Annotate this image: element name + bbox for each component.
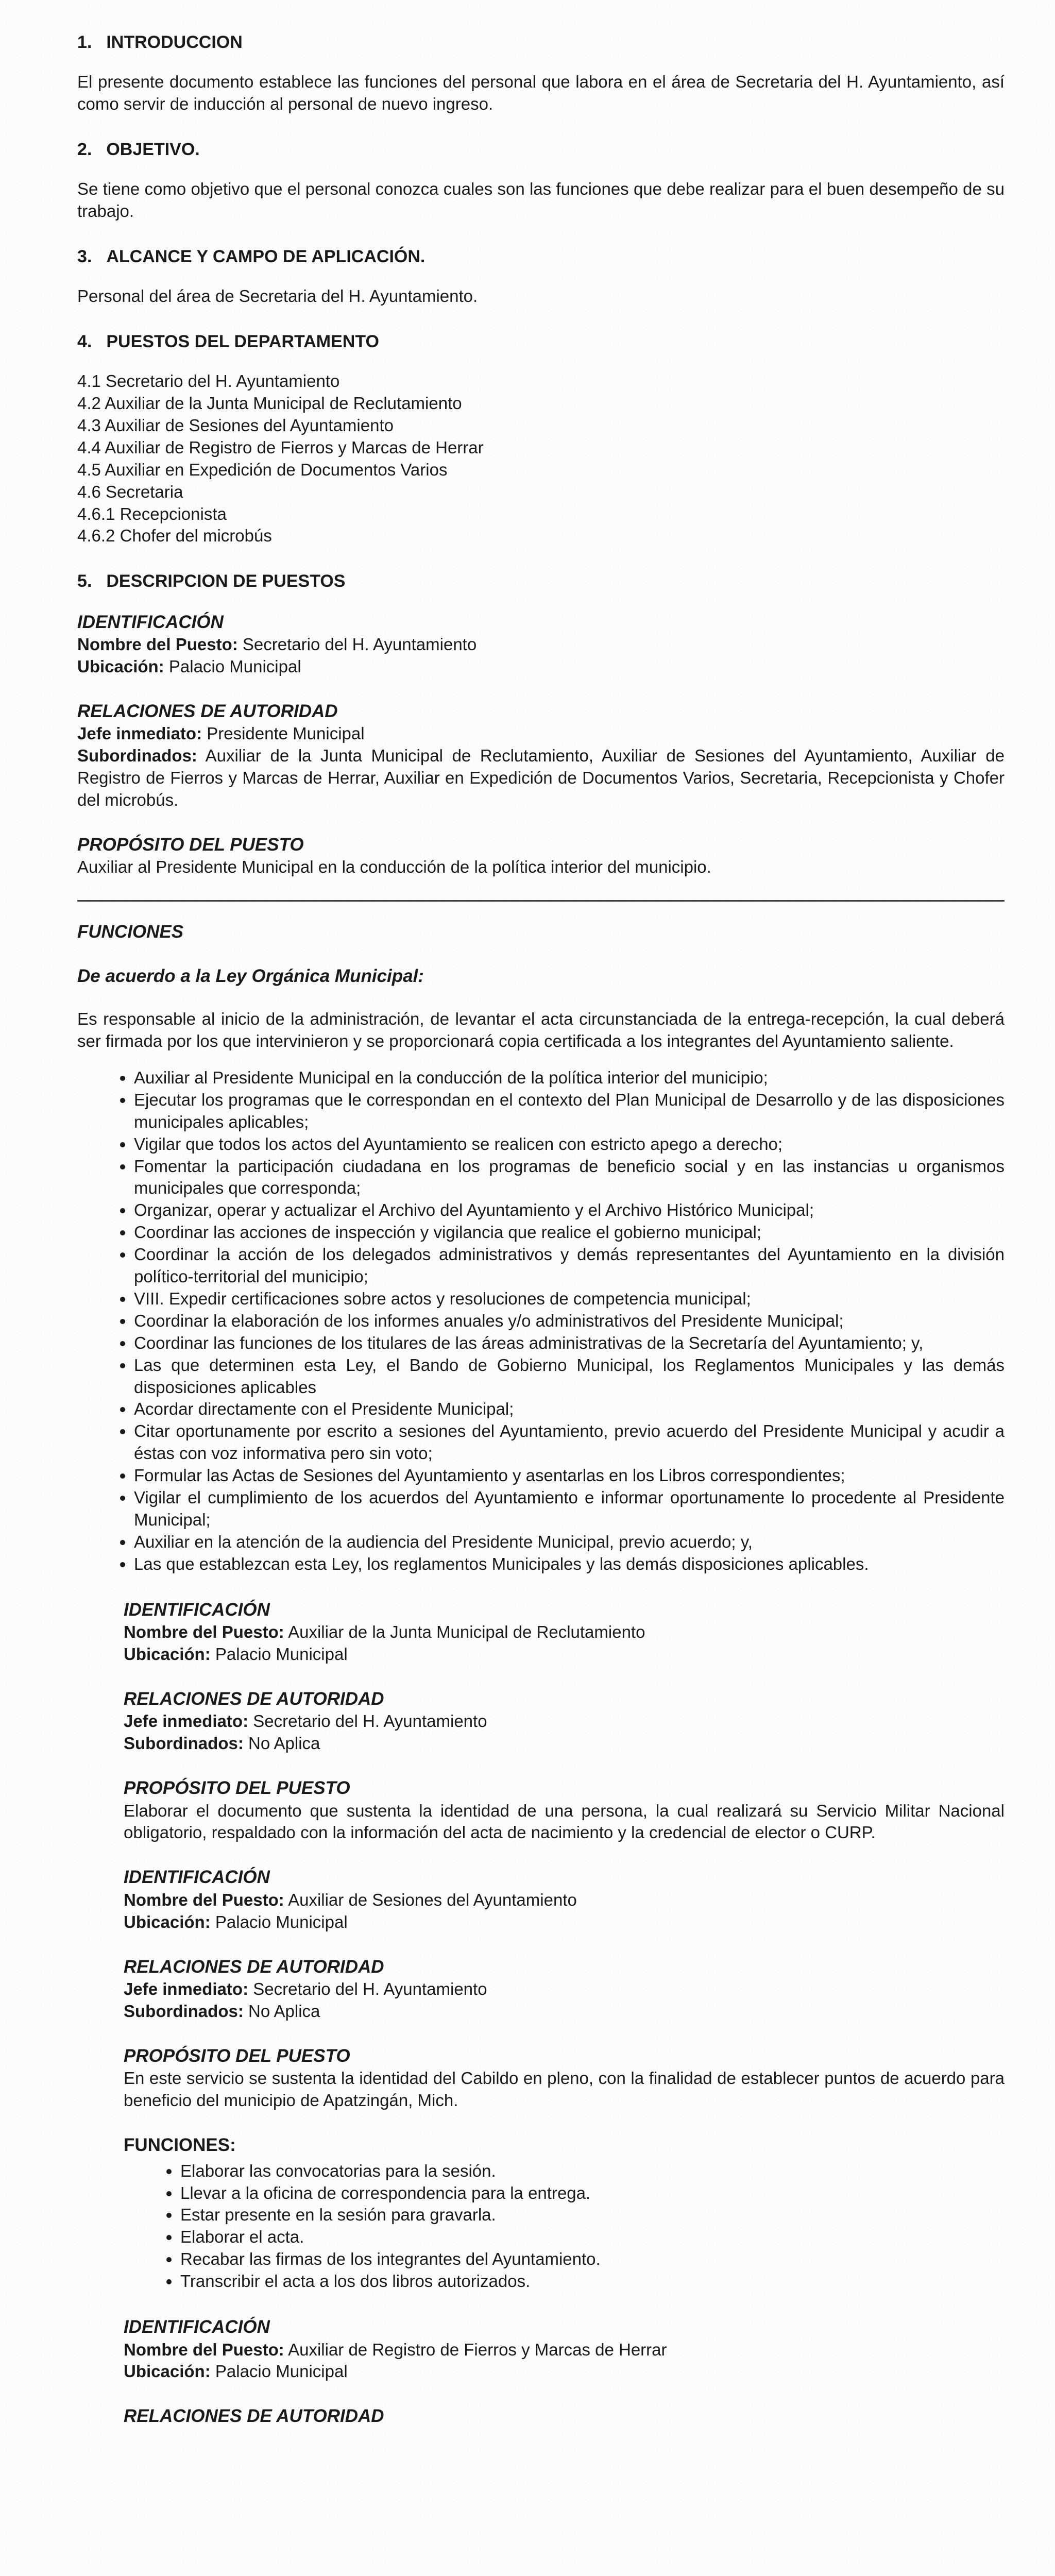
subordinados-field: Subordinados: No Aplica <box>124 1734 320 1753</box>
funciones-heading: FUNCIONES: <box>124 2135 236 2156</box>
section-3-heading: 3. ALCANCE Y CAMPO DE APLICACIÓN. <box>77 246 426 266</box>
puesto-1-identificacion <box>77 611 1005 678</box>
proposito-text: Auxiliar al Presidente Municipal en la conducción de la política interior del municipio. <box>77 857 711 877</box>
section-5-heading: 5. DESCRIPCION DE PUESTOS <box>77 571 346 591</box>
relaciones-heading: RELACIONES DE AUTORIDAD <box>124 1956 384 1977</box>
identificacion-heading: IDENTIFICACIÓN <box>124 2317 270 2337</box>
puesto-3-relaciones <box>124 1955 1005 2023</box>
ubicacion-field: Ubicación: Palacio Municipal <box>124 1912 348 1931</box>
puesto-2-relaciones <box>124 1687 1005 1755</box>
proposito-heading: PROPÓSITO DEL PUESTO <box>124 2045 350 2066</box>
funcion-item: • Vigilar que todos los actos del Ayuntamiento se realicen con estricto apego a derecho; <box>134 1133 1005 1156</box>
page-1-content <box>77 31 1005 2428</box>
proposito-text: Elaborar el documento que sustenta la identidad de una persona, la cual realizará su Servicio Militar Nacional obligatorio, respaldado con la información del acta de nacimiento y la credencial de elector o CURP. <box>124 1801 1005 1842</box>
section-3-text: Personal del área de Secretaria del H. Ayuntamiento. <box>77 286 478 306</box>
puesto-2-identificacion <box>124 1598 1005 1666</box>
jefe-inmediato-field: Jefe inmediato: Secretario del H. Ayuntamiento <box>124 1979 487 1999</box>
subordinados-field: Subordinados: No Aplica <box>124 2002 320 2021</box>
puesto-3-proposito <box>124 2044 1005 2112</box>
funcion-item: • Estar presente en la sesión para gravarla. <box>180 2204 1005 2226</box>
puesto-list-item: 4.6.2 Chofer del microbús <box>77 526 272 546</box>
puesto-list-item: 4.4 Auxiliar de Registro de Fierros y Marcas de Herrar <box>77 437 484 457</box>
proposito-heading: PROPÓSITO DEL PUESTO <box>124 1778 350 1799</box>
funcion-item: • Coordinar las funciones de los titulares de las áreas administrativas de la Secretaría del Ayuntamiento; y, <box>134 1332 1005 1354</box>
section-2-heading: 2. OBJETIVO. <box>77 139 200 159</box>
puesto-list-item: 4.5 Auxiliar en Expedición de Documentos Varios <box>77 460 448 479</box>
entrega-recepcion-text: Es responsable al inicio de la administración, de levantar el acta circunstanciada de la entrega-recepción, la cual deberá ser firmada por los que intervinieron y se proporcionará copia certificada a los integrantes del Ayuntamiento saliente. <box>77 1009 1005 1051</box>
puesto-1-funciones-list <box>77 1067 1005 1575</box>
ubicacion-field: Ubicación: Palacio Municipal <box>77 656 301 676</box>
subordinados-field: Subordinados: Auxiliar de la Junta Municipal de Reclutamiento, Auxiliar de Sesiones del Ayuntamiento, Auxiliar de Registro de Fierros y Marcas de Herrar, Auxiliar en Expedición de Documentos Varios, Secretaria, Recepcionista y Chofer del microbús. <box>77 746 1005 809</box>
funcion-item: • Vigilar el cumplimiento de los acuerdos del Ayuntamiento e informar oportunamente lo procedente al Presidente Municipal; <box>134 1487 1005 1531</box>
funcion-item: • Coordinar la elaboración de los informes anuales y/o administrativos del Presidente Municipal; <box>134 1310 1005 1332</box>
funcion-item: • Formular las Actas de Sesiones del Ayuntamiento y asentarlas en los Libros correspondientes; <box>134 1465 1005 1487</box>
funcion-item: • Citar oportunamente por escrito a sesiones del Ayuntamiento, previo acuerdo del Presidente Municipal y acudir a éstas con voz informativa pero sin voto; <box>134 1420 1005 1465</box>
section-1-heading: 1. INTRODUCCION <box>77 32 243 52</box>
proposito-heading: PROPÓSITO DEL PUESTO <box>77 834 304 855</box>
ley-organica-heading: De acuerdo a la Ley Orgánica Municipal: <box>77 965 424 986</box>
funcion-item: • Organizar, operar y actualizar el Archivo del Ayuntamiento y el Archivo Histórico Municipal; <box>134 1199 1005 1222</box>
identificacion-heading: IDENTIFICACIÓN <box>124 1599 270 1620</box>
nombre-puesto-field: Nombre del Puesto: Auxiliar de la Junta Municipal de Reclutamiento <box>124 1622 645 1642</box>
nombre-puesto-field: Nombre del Puesto: Auxiliar de Registro de Fierros y Marcas de Herrar <box>124 2340 667 2359</box>
jefe-inmediato-field: Jefe inmediato: Presidente Municipal <box>77 724 365 743</box>
funcion-item: • Auxiliar al Presidente Municipal en la conducción de la política interior del municipio; <box>134 1067 1005 1089</box>
puesto-4-identificacion <box>124 2315 1005 2383</box>
section-2-text: Se tiene como objetivo que el personal conozca cuales son las funciones que debe realizar para el buen desempeño de su trabajo. <box>77 179 1005 221</box>
puesto-list-item: 4.6.1 Recepcionista <box>77 504 227 523</box>
relaciones-heading: RELACIONES DE AUTORIDAD <box>124 2406 384 2427</box>
funcion-item: • Auxiliar en la atención de la audiencia del Presidente Municipal, previo acuerdo; y, <box>134 1531 1005 1553</box>
puesto-list-item: 4.6 Secretaria <box>77 482 183 501</box>
ubicacion-field: Ubicación: Palacio Municipal <box>124 2362 348 2381</box>
funcion-item: • VIII. Expedir certificaciones sobre actos y resoluciones de competencia municipal; <box>134 1288 1005 1310</box>
identificacion-heading: IDENTIFICACIÓN <box>77 612 224 632</box>
divider-line <box>77 900 1005 902</box>
puesto-1-proposito <box>77 833 1005 878</box>
funcion-item: • Coordinar las acciones de inspección y vigilancia que realice el gobierno municipal; <box>134 1222 1005 1244</box>
funcion-item: • Elaborar el acta. <box>180 2226 1005 2248</box>
puesto-1-relaciones <box>77 700 1005 811</box>
funcion-item: • Transcribir el acta a los dos libros autorizados. <box>180 2270 1005 2293</box>
funcion-item: • Recabar las firmas de los integrantes del Ayuntamiento. <box>180 2248 1005 2270</box>
funcion-item: • Las que determinen esta Ley, el Bando de Gobierno Municipal, los Reglamentos Municipales y las demás disposiciones aplicables <box>134 1354 1005 1399</box>
funcion-item: • Las que establezcan esta Ley, los reglamentos Municipales y las demás disposiciones aplicables. <box>134 1553 1005 1575</box>
puestos-list <box>77 370 1005 547</box>
section-1-text: El presente documento establece las funciones del personal que labora en el área de Secretaria del H. Ayuntamiento, así como servir de inducción al personal de nuevo ingreso. <box>77 72 1005 114</box>
nombre-puesto-field: Nombre del Puesto: Secretario del H. Ayuntamiento <box>77 635 477 654</box>
funcion-item: • Ejecutar los programas que le correspondan en el contexto del Plan Municipal de Desarrollo y de las disposiciones municipales aplicables; <box>134 1089 1005 1133</box>
jefe-inmediato-field: Jefe inmediato: Secretario del H. Ayuntamiento <box>124 1711 487 1731</box>
funcion-item: • Elaborar las convocatorias para la sesión. <box>180 2160 1005 2182</box>
funcion-item: • Llevar a la oficina de correspondencia para la entrega. <box>180 2182 1005 2205</box>
nombre-puesto-field: Nombre del Puesto: Auxiliar de Sesiones del Ayuntamiento <box>124 1890 577 1909</box>
funcion-item: • Coordinar la acción de los delegados administrativos y demás representantes del Ayuntamiento en la división político-territorial del municipio; <box>134 1244 1005 1288</box>
identificacion-heading: IDENTIFICACIÓN <box>124 1867 270 1888</box>
puesto-2-proposito <box>124 1776 1005 1844</box>
funcion-item: • Acordar directamente con el Presidente Municipal; <box>134 1398 1005 1420</box>
relaciones-heading: RELACIONES DE AUTORIDAD <box>77 701 338 721</box>
proposito-text: En este servicio se sustenta la identidad del Cabildo en pleno, con la finalidad de establecer puntos de acuerdo para beneficio del municipio de Apatzingán, Mich. <box>124 2069 1005 2110</box>
puesto-list-item: 4.3 Auxiliar de Sesiones del Ayuntamiento <box>77 415 394 435</box>
relaciones-heading: RELACIONES DE AUTORIDAD <box>124 1688 384 1709</box>
funcion-item: • Fomentar la participación ciudadana en los programas de beneficio social y en las instancias u organismos municipales que corresponda; <box>134 1156 1005 1200</box>
funciones-heading: FUNCIONES <box>77 922 184 942</box>
ubicacion-field: Ubicación: Palacio Municipal <box>124 1644 348 1664</box>
puesto-list-item: 4.1 Secretario del H. Ayuntamiento <box>77 371 340 391</box>
section-4-heading: 4. PUESTOS DEL DEPARTAMENTO <box>77 332 379 352</box>
puesto-list-item: 4.2 Auxiliar de la Junta Municipal de Reclutamiento <box>77 394 462 413</box>
puesto-3-funciones-list <box>124 2160 1005 2293</box>
puesto-3-identificacion <box>124 1866 1005 1933</box>
